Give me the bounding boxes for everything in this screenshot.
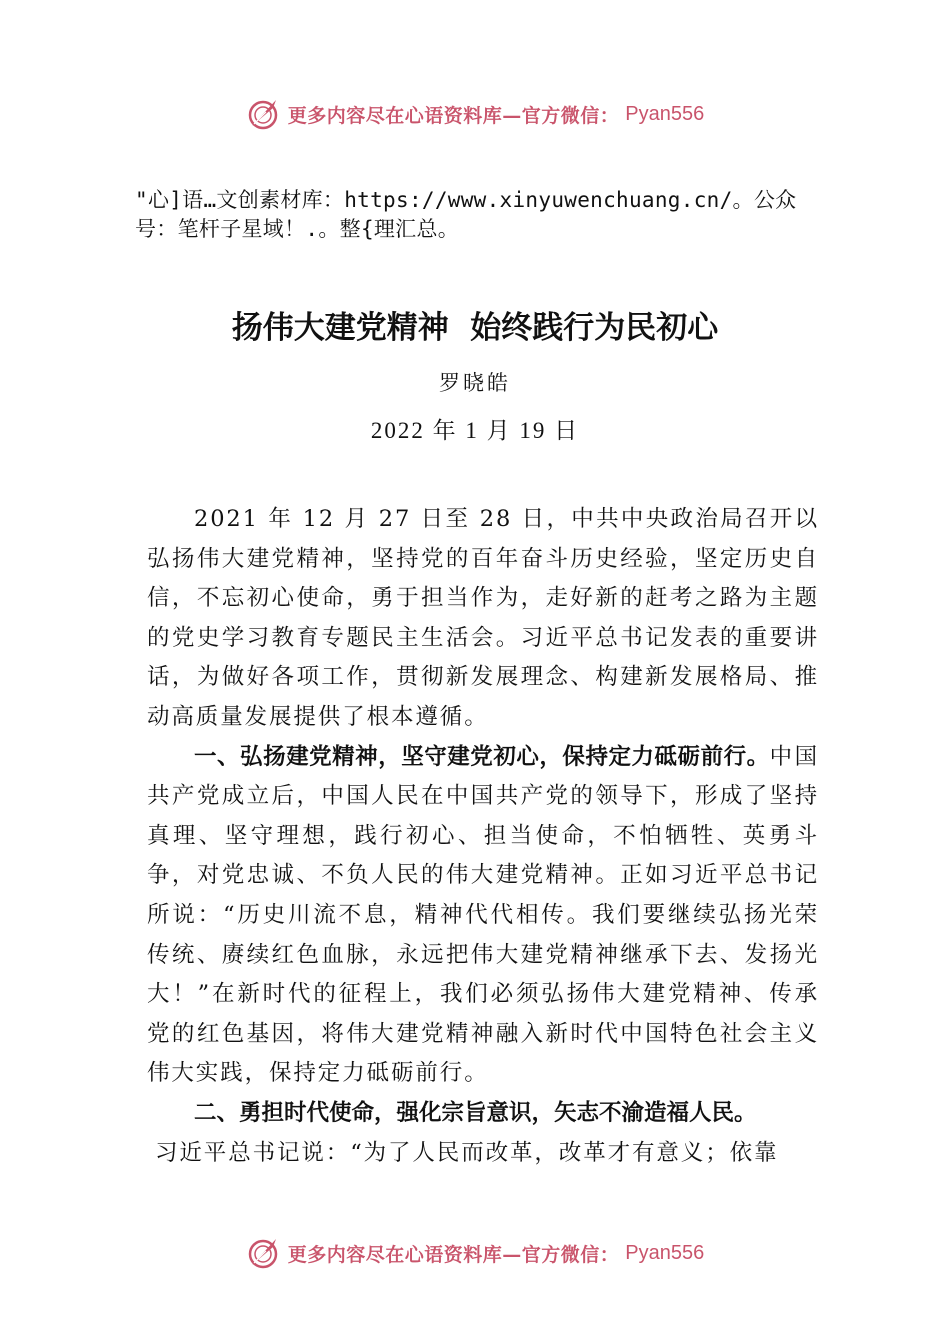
article-body [147,500,819,1173]
paragraph-text: 习近平总书记说：“为了人民而改革，改革才有意义；依靠 [155,1139,779,1166]
article-title: 扬伟大建党精神 始终践行为民初心 [231,310,719,346]
paragraph-continuation [147,1134,819,1174]
paragraph-text: 中国共产党成立后，中国人民在中国共产党的领导下，形成了坚持真理、坚守理想，践行初心、担当使命，不怕牺牲、英勇斗争，对党忠诚、不负人民的伟大建党精神。正如习近平总书记所说：“历史川流不息，精神代代相传。我们要继续弘扬光荣传统、赓续红色血脉，永远把伟大建党精神继承下去、发扬光大！”在新时代的征程上，我们必须弘扬伟大建党精神、传承党的红色基因，将伟大建党精神融入新时代中国特色社会主义伟大实践，保持定力砥砺前行。 [147,743,819,1087]
paragraph-section-2 [147,1094,819,1134]
quill-logo-icon [246,96,282,132]
banner-text: 更多内容尽在心语资料库—官方微信： [287,104,620,127]
quill-logo-icon [246,1235,282,1271]
section-heading: 一、弘扬建党精神，坚守建党初心，保持定力砥砺前行。 [194,743,770,770]
paragraph-section-1 [147,738,819,1094]
source-note: "心]语…文创素材库：https://www.xinyuwenchuang.cn/。公众号：笔杆子星域！.。整{理汇总。 [135,188,797,241]
header-banner [0,94,950,134]
section-heading: 二、勇担时代使命，强化宗旨意识，矢志不渝造福人民。 [194,1099,757,1126]
paragraph-text: 2021 年 12 月 27 日至 28 日，中共中央政治局召开以弘扬伟大建党精神，坚持党的百年奋斗历史经验，坚定历史自信，不忘初心使命，勇于担当作为，走好新的赶考之路为主题的党史学习教育专题民主生活会。习近平总书记发表的重要讲话，为做好各项工作，贯彻新发展理念、构建新发展格局、推动高质量发展提供了根本遵循。 [147,506,819,730]
paragraph-intro [147,500,819,738]
banner-wechat-id: Pyan556 [625,1241,705,1264]
article-date: 2022 年 1 月 19 日 [370,418,580,443]
banner-text: 更多内容尽在心语资料库—官方微信： [287,1243,620,1266]
banner-wechat-id: Pyan556 [625,102,705,125]
footer-banner [0,1233,950,1273]
article-author: 罗晓皓 [439,371,511,395]
